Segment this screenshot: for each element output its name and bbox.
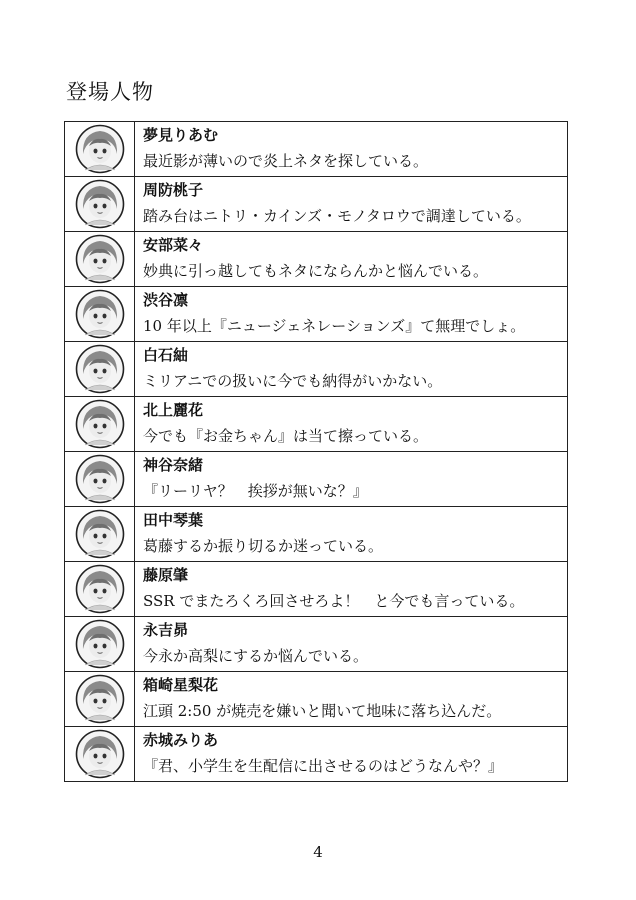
character-info-cell bbox=[135, 397, 568, 452]
character-row bbox=[65, 507, 568, 562]
character-name: 永吉昴 bbox=[143, 621, 189, 639]
character-table bbox=[64, 121, 568, 782]
character-info-cell bbox=[135, 672, 568, 727]
character-portrait-icon bbox=[75, 729, 125, 779]
character-portrait-icon bbox=[75, 509, 125, 559]
character-portrait-icon bbox=[75, 674, 125, 724]
character-description: 『リーリヤ？ 挨拶が無いな？』 bbox=[143, 482, 368, 500]
character-row bbox=[65, 617, 568, 672]
character-row bbox=[65, 672, 568, 727]
character-info-cell bbox=[135, 452, 568, 507]
character-portrait-icon bbox=[75, 564, 125, 614]
character-info-cell bbox=[135, 617, 568, 672]
avatar-cell bbox=[65, 177, 135, 232]
character-name: 周防桃子 bbox=[143, 181, 204, 199]
character-description: ミリアニでの扱いに今でも納得がいかない。 bbox=[143, 372, 443, 390]
character-description: 今でも『お金ちゃん』は当て擦っている。 bbox=[143, 427, 429, 445]
character-description: 『君、小学生を生配信に出させるのはどうなんや？』 bbox=[143, 757, 504, 775]
character-description: SSR でまたろくろ回させろよ！ と今でも言っている。 bbox=[143, 592, 525, 610]
character-name: 神谷奈緒 bbox=[143, 456, 204, 474]
avatar-cell bbox=[65, 122, 135, 177]
character-info-cell bbox=[135, 232, 568, 287]
avatar-cell bbox=[65, 452, 135, 507]
character-row bbox=[65, 727, 568, 782]
character-name: 田中琴葉 bbox=[143, 511, 204, 529]
avatar-cell bbox=[65, 562, 135, 617]
character-info-cell bbox=[135, 122, 568, 177]
character-name: 安部菜々 bbox=[143, 236, 204, 254]
character-name: 北上麗花 bbox=[143, 401, 204, 419]
avatar-cell bbox=[65, 672, 135, 727]
character-info-cell bbox=[135, 507, 568, 562]
character-row bbox=[65, 397, 568, 452]
character-row bbox=[65, 177, 568, 232]
character-row bbox=[65, 562, 568, 617]
character-portrait-icon bbox=[75, 179, 125, 229]
character-portrait-icon bbox=[75, 289, 125, 339]
character-row bbox=[65, 452, 568, 507]
character-info-cell bbox=[135, 342, 568, 397]
character-description: 今永か高梨にするか悩んでいる。 bbox=[143, 647, 369, 665]
character-portrait-icon bbox=[75, 454, 125, 504]
avatar-cell bbox=[65, 507, 135, 562]
character-description: 最近影が薄いので炎上ネタを探している。 bbox=[143, 152, 429, 170]
character-description: 葛藤するか振り切るか迷っている。 bbox=[143, 537, 384, 555]
character-portrait-icon bbox=[75, 124, 125, 174]
character-row bbox=[65, 232, 568, 287]
character-description: 10 年以上『ニュージェネレーションズ』て無理でしょ。 bbox=[143, 317, 526, 335]
character-name: 赤城みりあ bbox=[143, 731, 219, 749]
character-description: 踏み台はニトリ・カインズ・モノタロウで調達している。 bbox=[143, 207, 531, 225]
character-portrait-icon bbox=[75, 344, 125, 394]
character-name: 箱崎星梨花 bbox=[143, 676, 219, 694]
character-row bbox=[65, 287, 568, 342]
character-name: 藤原肇 bbox=[143, 566, 189, 584]
character-description: 江頭 2:50 が焼売を嫌いと聞いて地味に落ち込んだ。 bbox=[143, 702, 502, 720]
character-name: 白石紬 bbox=[143, 346, 189, 364]
character-row bbox=[65, 122, 568, 177]
character-portrait-icon bbox=[75, 399, 125, 449]
avatar-cell bbox=[65, 342, 135, 397]
character-name: 渋谷凛 bbox=[143, 291, 189, 309]
avatar-cell bbox=[65, 397, 135, 452]
character-description: 妙典に引っ越してもネタにならんかと悩んでいる。 bbox=[143, 262, 489, 280]
avatar-cell bbox=[65, 232, 135, 287]
character-portrait-icon bbox=[75, 619, 125, 669]
character-portrait-icon bbox=[75, 234, 125, 284]
character-row bbox=[65, 342, 568, 397]
character-info-cell bbox=[135, 562, 568, 617]
character-info-cell bbox=[135, 727, 568, 782]
character-info-cell bbox=[135, 177, 568, 232]
avatar-cell bbox=[65, 287, 135, 342]
character-name: 夢見りあむ bbox=[143, 126, 219, 144]
avatar-cell bbox=[65, 727, 135, 782]
character-info-cell bbox=[135, 287, 568, 342]
character-table-body bbox=[65, 122, 568, 782]
page-title: 登場人物 bbox=[66, 80, 154, 104]
page-number: 4 bbox=[313, 843, 323, 861]
avatar-cell bbox=[65, 617, 135, 672]
